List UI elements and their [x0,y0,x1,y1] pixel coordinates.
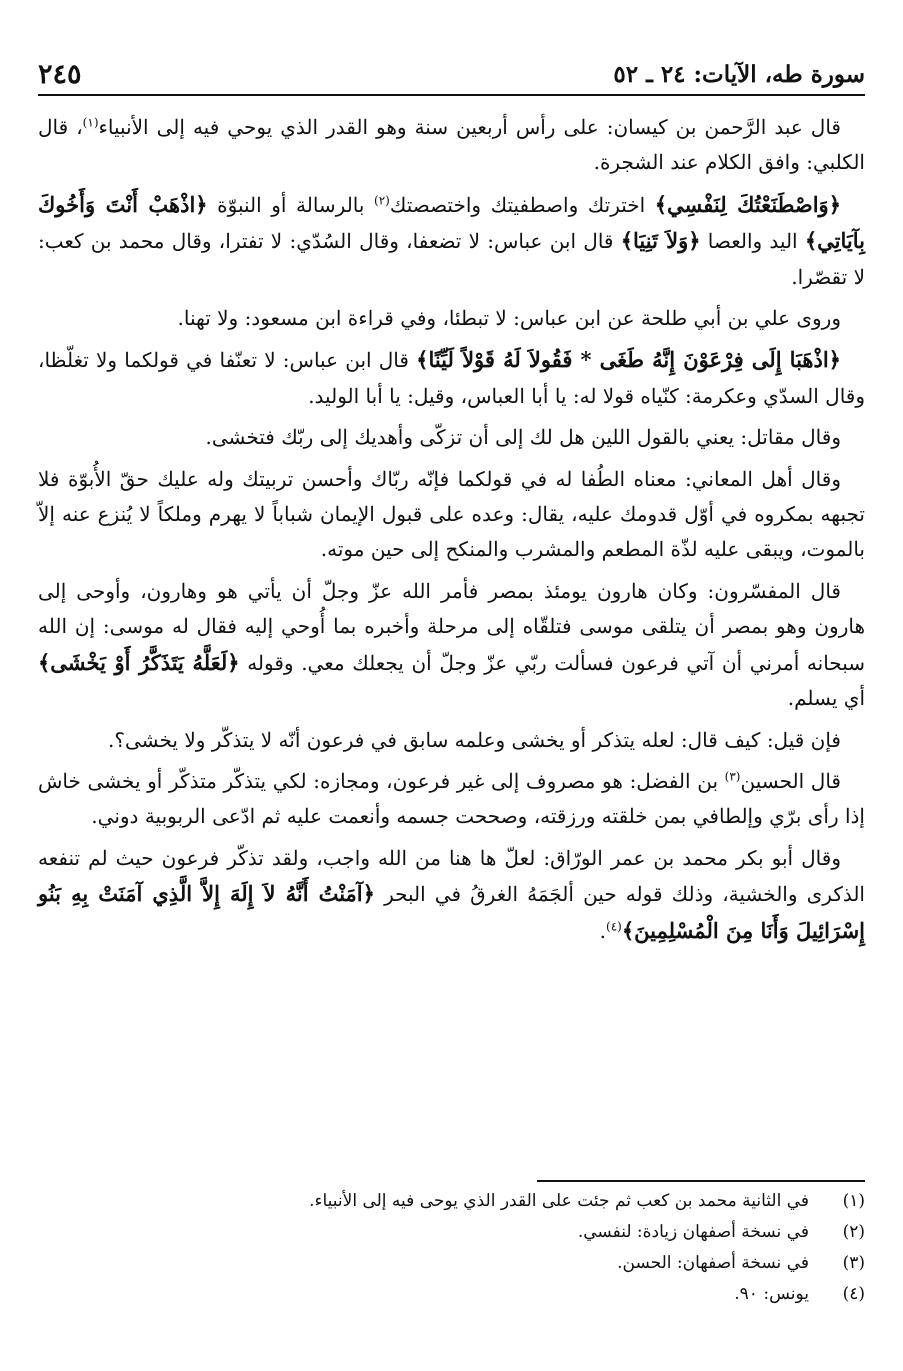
footnote-ref: (٢) [374,193,390,208]
text-run: بن الفضل: هو مصروف إلى غير فرعون، ومجازه: لكي يتذكّر متذكّر أو يخشى خاش إذا رأى برّي وإلطافي بمن خلقته ورزقته، وصححت جسمه وأنعمت عليه ثم ادّعى الربوبية دوني. [38,768,865,829]
footnote-ref: (٤) [606,918,622,933]
paragraph [38,342,865,414]
footnote [38,1186,865,1217]
quran-verse: ﴿وَاصْطَنَعْتُكَ لِنَفْسِي﴾ [654,191,841,217]
main-text [38,110,865,955]
quran-verse: ﴿لَعَلَّهُ يَتَذَكَّرُ أَوْ يَخْشَى﴾ [38,649,240,675]
page-header [38,48,865,96]
text-run: فإن قيل: كيف قال: لعله يتذكر أو يخشى وعلمه سابق في فرعون أنّه لا يتذكّر ولا يخشى؟. [108,727,841,752]
paragraph [38,187,865,295]
paragraph [38,841,865,949]
footnote-ref: (١) [82,115,99,130]
running-title: سورة طه، الآيات: ٢٤ ـ ٥٢ [613,61,865,88]
text-run: . [599,918,607,943]
paragraph [38,764,865,835]
text-run: وقال مقاتل: يعني بالقول اللين هل لك إلى أن تزكّى وأهديك إلى ربّك فتخشى. [205,425,841,450]
text-run: قال الحسين [740,768,841,793]
paragraph [38,574,865,717]
footnote-ref: (٣) [724,769,741,784]
quran-verse: ﴿اذْهَبْ أَنْتَ وَأَخُوكَ بِآيَاتِي﴾ [38,191,865,254]
quran-verse: ﴿آمَنْتُ أَنَّهُ لاَ إِلَهَ إِلاَّ الَّذِي آمَنَتْ بِهِ بَنُو إِسْرَائِيلَ وَأَنَا مِنَ الْمُسْلِمِينَ﴾ [38,881,865,943]
footnote-divider [537,1180,865,1182]
text-run: قال عبد الرَّحمن بن كيسان: على رأس أربعين سنة وهو القدر الذي يوحي فيه إلى الأنبياء [98,115,841,139]
footnote [38,1248,865,1279]
footnote [38,1279,865,1310]
text-run: قال المفسّرون: وكان هارون يومئذ بمصر فأمر الله عزّ وجلّ أن يأتي هو وهارون، وأوحى إلى هارون وهو بمصر أن يتلقى موسى فتلقّاه إلى مرحلة وأخبره بما أُوحي إليه فقال له موسى: إن الله سبحانه أمرني أن آتي فرعون فسألت ربّي عزّ وجلّ أن يجعلك معي. وقوله [38,578,865,675]
text-run: أي يسلم. [787,686,865,711]
quran-verse: ﴿اذْهَبَا إِلَى فِرْعَوْنَ إِنَّهُ طَغَى * فَقُولاَ لَهُ قَوْلاً لَيِّنًا﴾ [416,347,841,373]
paragraph [38,723,865,758]
text-run: بالرسالة أو النبوّة [207,192,375,217]
quran-verse: ﴿وَلاَ تَنِيَا﴾ [620,228,701,254]
footnote-number: (١) [842,1191,865,1211]
paragraph [38,110,865,181]
text-run: اخترتك واصطفيتك واختصصتك [389,192,655,217]
footnote-text: يونس: ٩٠. [734,1284,809,1304]
footnote-number: (٤) [842,1284,865,1304]
footnote-number: (٢) [842,1222,865,1242]
text-run: وروى علي بن أبي طلحة عن ابن عباس: لا تبطئا، وفي قراءة ابن مسعود: ولا تهنا. [177,306,841,331]
paragraph [38,462,865,568]
paragraph [38,420,865,455]
text-run: قال ابن عباس: لا تعنّفا في قولكما ولا تغلّظا، وقال السدّي وعكرمة: كنّياه قولا له: يا أبا العباس، وقيل: يا أبا الوليد. [38,348,865,408]
footnote-number: (٣) [842,1253,865,1273]
paragraph [38,301,865,336]
text-run: اليد والعصا [700,229,805,254]
footnote-text: في نسخة أصفهان: الحسن. [617,1253,809,1273]
text-run: ، قال الكلبي: وافق الكلام عند الشجرة. [38,115,865,175]
text-run: وقال أهل المعاني: معناه الطُفا له في قولكما فإنّه ربّاك وأحسن تربيتك وله عليك حقّ الأُبوّة فلا تجبهه بمكروه في أوّل قدومك عليه، يقال: وعده على قبول الإيمان شباباً لا يهرم وملكاً لا يُنزع عنه إلاّ بالموت، ويبقى عليه لذّة المطعم والمشرب والمنكح إلى حين موته. [38,466,865,562]
text-run: وقال أبو بكر محمد بن عمر الورّاق: لعلّ ها هنا من الله واجب، ولقد تذكّر فرعون حيث لم تنفعه الذكرى والخشية، وذلك قوله حين ألجَمَهُ الغرقُ في البحر [38,845,865,907]
footnote [38,1217,865,1248]
footnotes [38,1186,865,1310]
text-run: قال ابن عباس: لا تضعفا، وقال السُدّي: لا تفترا، وقال محمد بن كعب: لا تقصّرا. [38,229,865,289]
footnote-text: في نسخة أصفهان زيادة: لنفسي. [577,1222,809,1242]
page-number: ٢٤٥ [38,59,82,90]
footnote-text: في الثانية محمد بن كعب ثم جئت على القدر الذي يوحى فيه إلى الأنبياء. [309,1191,809,1211]
